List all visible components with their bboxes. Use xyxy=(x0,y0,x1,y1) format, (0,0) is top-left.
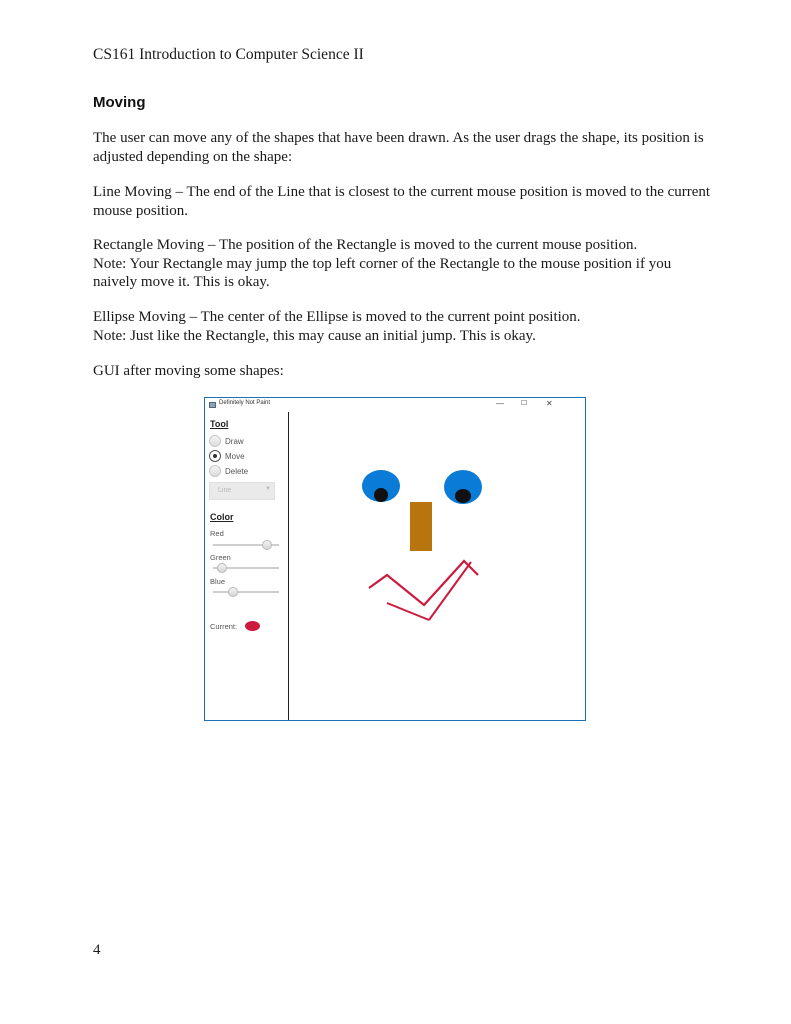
red-slider[interactable] xyxy=(213,544,279,546)
canvas-svg xyxy=(289,412,585,720)
document-header: CS161 Introduction to Computer Science II xyxy=(93,46,364,63)
radio-button[interactable] xyxy=(209,435,221,447)
paragraph-line-moving xyxy=(93,183,713,220)
paragraph-line: GUI after moving some shapes: xyxy=(93,363,284,379)
radio-label: Delete xyxy=(225,467,249,476)
paragraph-line: Ellipse Moving – The center of the Ellipse is moved to the current point position. xyxy=(93,309,581,325)
drawing-canvas[interactable] xyxy=(289,412,585,720)
paragraph-gui-caption xyxy=(93,362,713,381)
right-pupil[interactable] xyxy=(455,489,471,503)
radio-button-selected[interactable] xyxy=(209,450,221,462)
section-heading: Moving xyxy=(93,94,146,111)
app-window xyxy=(204,397,586,721)
color-section-title: Color xyxy=(210,512,234,522)
current-color-swatch xyxy=(245,621,260,631)
shape-dropdown-value: Line xyxy=(218,487,232,494)
paragraph-line: The user can move any of the shapes that have been drawn. As the user drags the shape, its position is adjusted depending on the shape: xyxy=(93,130,704,165)
red-slider-label: Red xyxy=(210,529,224,538)
paragraph-line: Rectangle Moving – The position of the Rectangle is moved to the current mouse position. xyxy=(93,237,638,253)
nose[interactable] xyxy=(410,502,432,551)
green-slider[interactable] xyxy=(213,567,279,569)
paragraph-note: Note: Your Rectangle may jump the top left corner of the Rectangle to the mouse position if you naively move it. This is okay. xyxy=(93,255,672,290)
paragraph-note: Note: Just like the Rectangle, this may cause an initial jump. This is okay. xyxy=(93,327,536,344)
green-slider-label: Green xyxy=(210,553,231,562)
current-color-label: Current: xyxy=(210,622,238,631)
close-button[interactable]: ✕ xyxy=(546,399,553,408)
maximize-button[interactable]: ☐ xyxy=(521,400,528,407)
minimize-button[interactable]: — xyxy=(496,399,504,408)
tool-sidebar xyxy=(205,412,289,720)
shape-dropdown[interactable] xyxy=(209,482,275,500)
slider-thumb[interactable] xyxy=(262,540,272,550)
radio-button[interactable] xyxy=(209,465,221,477)
mouth-main-line[interactable] xyxy=(369,561,478,605)
slider-thumb[interactable] xyxy=(217,563,227,573)
paragraph-ellipse-moving xyxy=(93,308,713,345)
radio-label: Move xyxy=(225,452,245,461)
paragraph-rectangle-moving xyxy=(93,236,713,292)
page-number: 4 xyxy=(93,942,101,958)
window-title: Definitely Not Paint xyxy=(219,400,271,406)
paragraph-intro xyxy=(93,129,713,166)
tool-section-title: Tool xyxy=(210,419,229,429)
blue-slider[interactable] xyxy=(213,591,279,593)
left-pupil[interactable] xyxy=(374,488,388,502)
title-bar[interactable] xyxy=(205,398,585,412)
slider-thumb[interactable] xyxy=(228,587,238,597)
app-icon xyxy=(209,402,216,408)
mouth-lower-line[interactable] xyxy=(387,603,429,620)
blue-slider-label: Blue xyxy=(210,577,226,586)
radio-label: Draw xyxy=(225,437,244,446)
chevron-down-icon: ▼ xyxy=(265,486,271,492)
paragraph-line: Line Moving – The end of the Line that is closest to the current mouse position is moved to the current mouse position. xyxy=(93,184,711,219)
